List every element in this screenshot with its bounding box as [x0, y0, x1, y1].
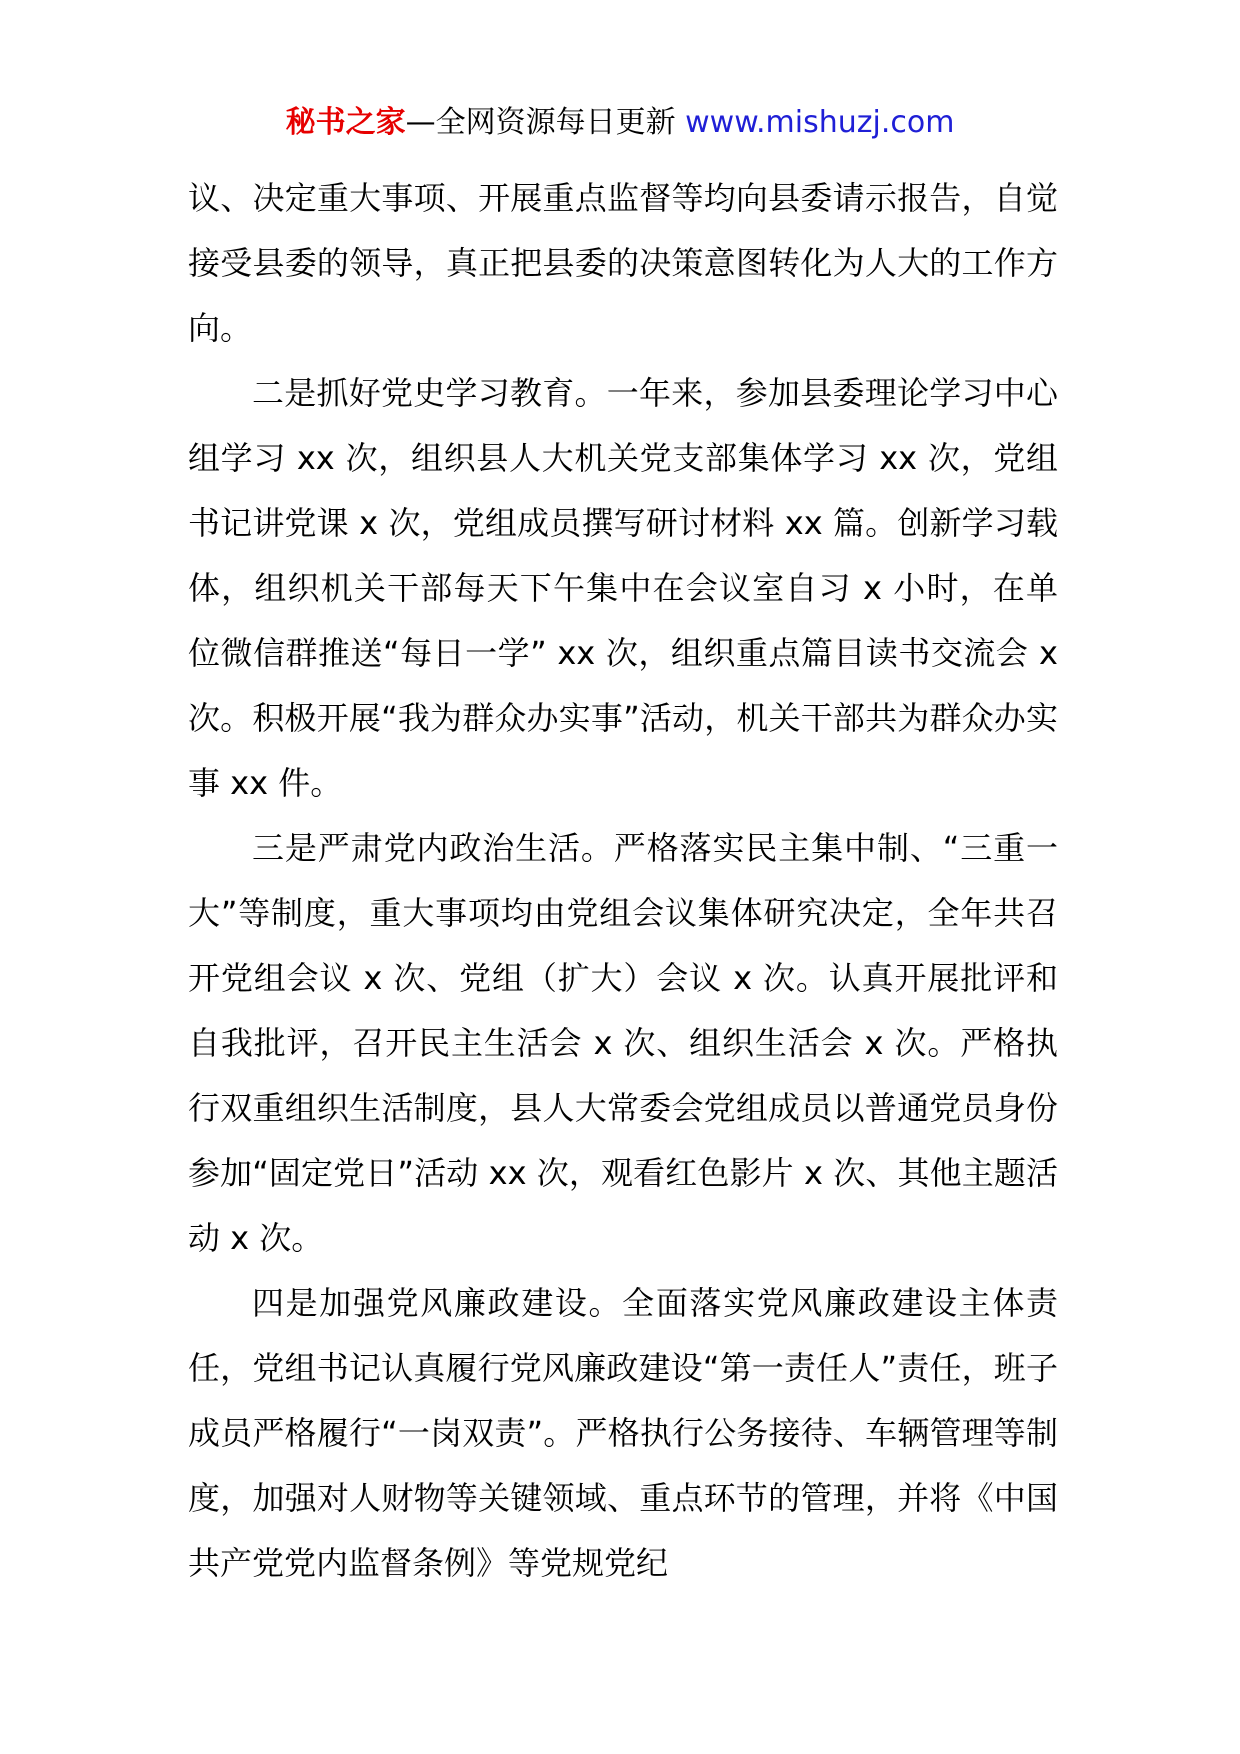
- paragraph-political-life: 三是严肃党内政治生活。严格落实民主集中制、“三重一大”等制度，重大事项均由党组会议集体研究决定，全年共召开党组会议 x 次、党组（扩大）会议 x 次。认真开展批评和自我批评，召开民主生活会 x 次、组织生活会 x 次。严格执行双重组织生活制度，县人大常委会党组成员以普通党员身份参加“固定党日”活动 xx 次，观看红色影片 x 次、其他主题活动 x 次。: [188, 829, 1058, 1257]
- paragraph-party-history-study: 二是抓好党史学习教育。一年来，参加县委理论学习中心组学习 xx 次，组织县人大机关党支部集体学习 xx 次，党组书记讲党课 x 次，党组成员撰写研讨材料 xx 篇。创新学习载体，组织机关干部每天下午集中在会议室自习 x 小时，在单位微信群推送“每日一学” xx 次，组织重点篇目读书交流会 x 次。积极开展“我为群众办实事”活动，机关干部共为群众办实事 xx 件。: [188, 374, 1058, 802]
- header-brand: 秘书之家: [285, 105, 406, 140]
- document-body: [188, 166, 1058, 1596]
- header-url[interactable]: www.mishuzj.com: [685, 105, 955, 140]
- header-tagline: —全网资源每日更新: [405, 105, 686, 140]
- paragraph-continuation: 议、决定重大事项、开展重点监督等均向县委请示报告，自觉接受县委的领导，真正把县委的决策意图转化为人大的工作方向。: [188, 179, 1058, 347]
- watermark-header: [0, 100, 1240, 146]
- paragraph-integrity-building: 四是加强党风廉政建设。全面落实党风廉政建设主体责任，党组书记认真履行党风廉政建设“第一责任人”责任，班子成员严格履行“一岗双责”。严格执行公务接待、车辆管理等制度，加强对人财物等关键领域、重点环节的管理，并将《中国共产党党内监督条例》等党规党纪: [188, 1284, 1058, 1582]
